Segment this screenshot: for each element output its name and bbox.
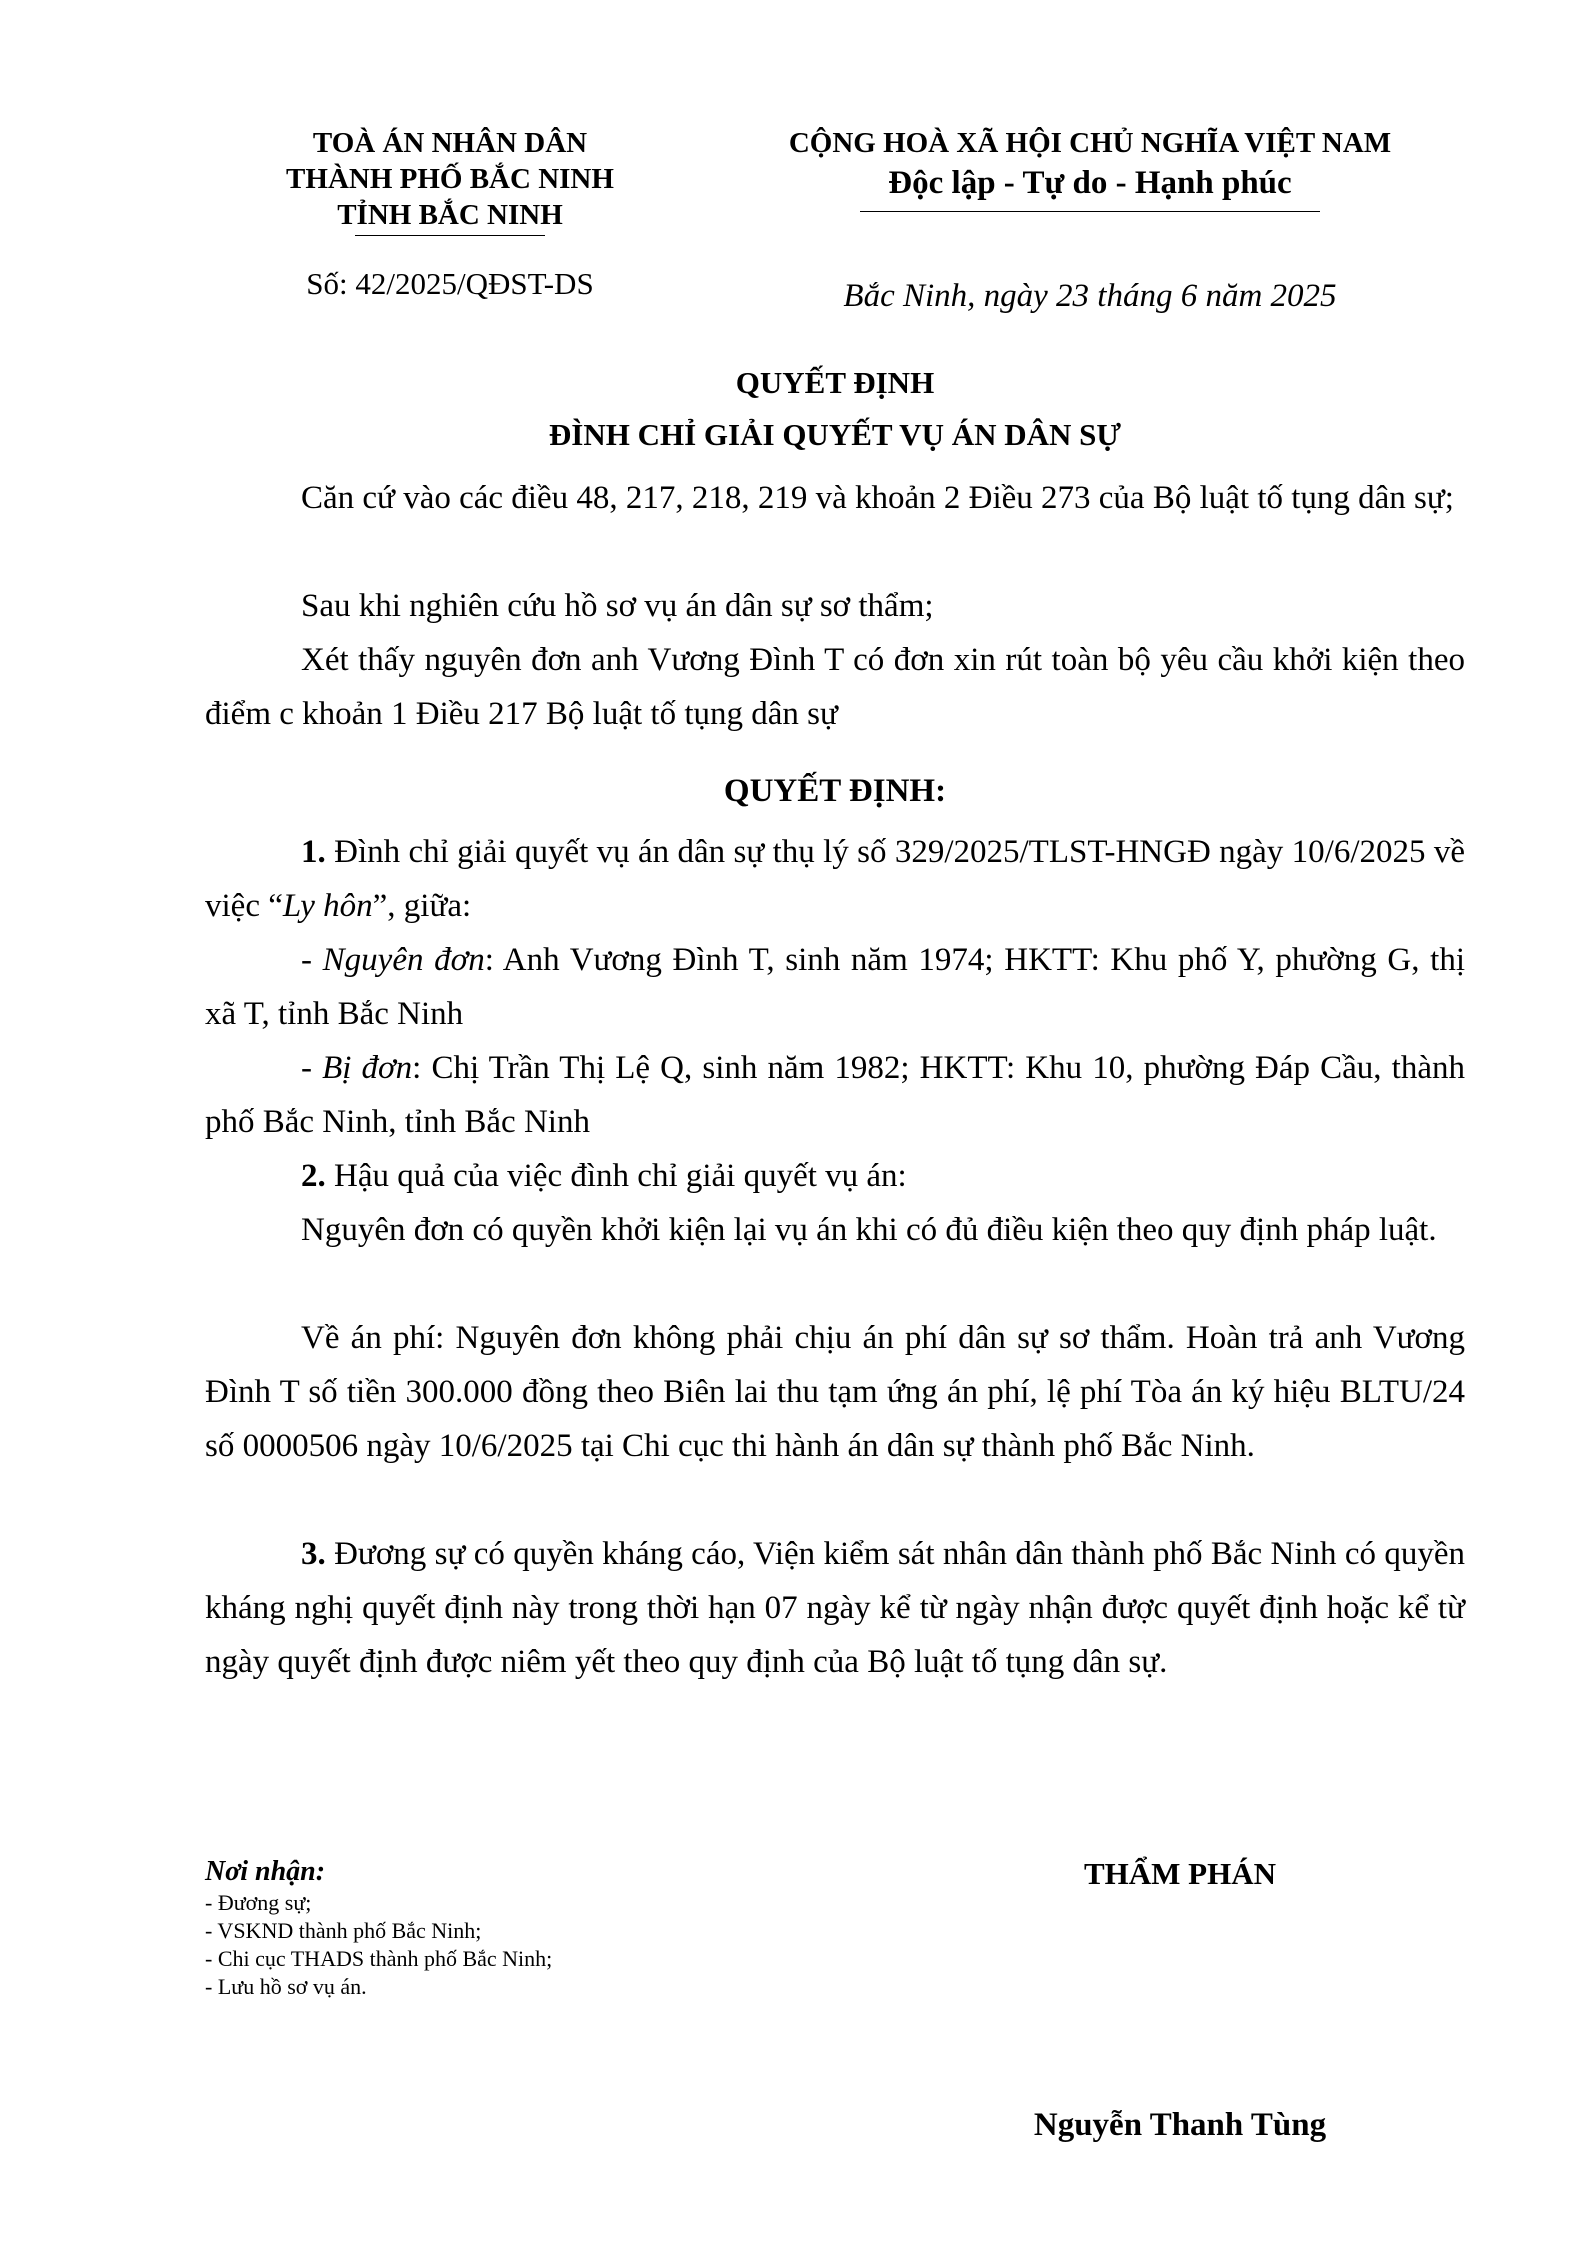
section-3: 3. Đương sự có quyền kháng cáo, Viện kiểm sát nhân dân thành phố Bắc Ninh có quyền kháng nghị quyết định này trong thời hạn 07 ngày kể từ ngày nhận được quyết định hoặc kể từ ngày quyết định được niêm yết theo quy định của Bộ luật tố tụng dân sự. xyxy=(205,1536,1465,1680)
defendant-label: Bị đơn xyxy=(322,1050,413,1086)
recipients-block xyxy=(205,1855,825,2001)
document-date: Bắc Ninh, ngày 23 tháng 6 năm 2025 xyxy=(843,278,1337,314)
section-1: 1. Đình chỉ giải quyết vụ án dân sự thụ lý số 329/2025/TLST-HNGĐ ngày 10/6/2025 về việc “Ly hôn”, giữa: xyxy=(205,834,1465,924)
country-name: CỘNG HOÀ XÃ HỘI CHỦ NGHĨA VIỆT NAM xyxy=(788,127,1392,159)
court-header xyxy=(230,125,670,236)
document-number: Số: 42/2025/QĐST-DS xyxy=(306,266,594,301)
preamble-legal-basis: Căn cứ vào các điều 48, 217, 218, 219 và khoản 2 Điều 273 của Bộ luật tố tụng dân sự; xyxy=(301,480,1454,516)
court-line: THÀNH PHỐ BẮC NINH xyxy=(286,163,614,195)
plaintiff-label: Nguyên đơn xyxy=(322,942,485,978)
national-header xyxy=(700,125,1480,212)
recipient-item: - Chi cục THADS thành phố Bắc Ninh; xyxy=(205,1946,553,1971)
decision-heading: QUYẾT ĐỊNH: xyxy=(723,773,947,809)
case-type: Ly hôn xyxy=(282,888,373,924)
court-underline xyxy=(355,235,545,236)
signer-name: Nguyễn Thanh Tùng xyxy=(1033,2107,1327,2143)
plaintiff-info: - Nguyên đơn: Anh Vương Đình T, sinh năm 1974; HKTT: Khu phố Y, phường G, thị xã T, tỉnh Bắc Ninh xyxy=(205,942,1465,1032)
recipients-title: Nơi nhận: xyxy=(205,1856,326,1887)
preamble-consideration: Xét thấy nguyên đơn anh Vương Đình T có đơn xin rút toàn bộ yêu cầu khởi kiện theo điểm c khoản 1 Điều 217 Bộ luật tố tụng dân sự xyxy=(205,642,1465,732)
section-number: 2. xyxy=(301,1158,326,1194)
national-motto: Độc lập - Tự do - Hạnh phúc xyxy=(888,165,1292,201)
section-number: 3. xyxy=(301,1536,326,1572)
court-line: TOÀ ÁN NHÂN DÂN xyxy=(312,127,588,159)
section-2-right-to-sue: Nguyên đơn có quyền khởi kiện lại vụ án khi có đủ điều kiện theo quy định pháp luật. xyxy=(301,1212,1437,1248)
section-2-court-fee: Về án phí: Nguyên đơn không phải chịu án phí dân sự sơ thẩm. Hoàn trả anh Vương Đình T số tiền 300.000 đồng theo Biên lai thu tạm ứng án phí, lệ phí Tòa án ký hiệu BLTU/24 số 0000506 ngày 10/6/2025 tại Chi cục thi hành án dân sự thành phố Bắc Ninh. xyxy=(205,1320,1465,1464)
signer-title: THẨM PHÁN xyxy=(1083,1856,1276,1891)
recipient-item: - Đương sự; xyxy=(205,1890,312,1915)
document-subtitle: ĐÌNH CHỈ GIẢI QUYẾT VỤ ÁN DÂN SỰ xyxy=(548,417,1122,452)
defendant-info: - Bị đơn: Chị Trần Thị Lệ Q, sinh năm 1982; HKTT: Khu 10, phường Đáp Cầu, thành phố Bắc Ninh, tỉnh Bắc Ninh xyxy=(205,1050,1465,1140)
section-2: 2. Hậu quả của việc đình chỉ giải quyết vụ án: xyxy=(301,1158,907,1194)
recipient-item: - Lưu hồ sơ vụ án. xyxy=(205,1974,367,1999)
court-line: TỈNH BẮC NINH xyxy=(337,199,563,231)
section-number: 1. xyxy=(301,834,326,870)
preamble-review: Sau khi nghiên cứu hồ sơ vụ án dân sự sơ thẩm; xyxy=(301,588,934,624)
motto-underline xyxy=(860,211,1320,212)
recipient-item: - VSKND thành phố Bắc Ninh; xyxy=(205,1918,482,1943)
document-title: QUYẾT ĐỊNH xyxy=(735,365,935,400)
